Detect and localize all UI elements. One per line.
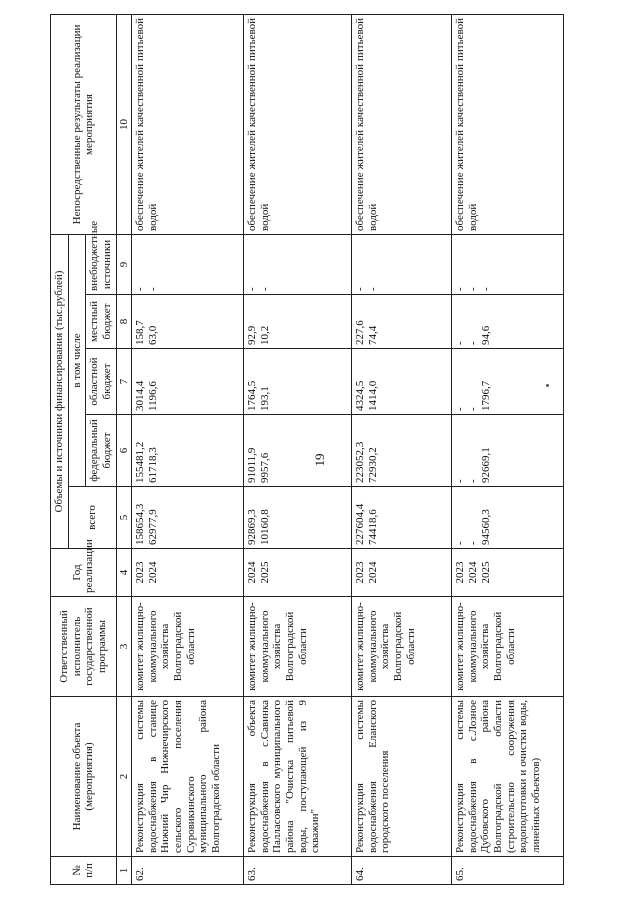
header-executor: Ответственный исполнитель государственной программы [51, 597, 117, 697]
object-name: Реконструкция системы водоснабжения в станице Нижний Чир Нижнечирского сельского поселения Суровикинского муниципального района Волгоградской области [132, 697, 244, 857]
regional-value: 193,1 [259, 386, 272, 411]
local-value: 92,9 [246, 325, 259, 345]
local-value: - [454, 341, 467, 345]
result-text: обеспечение жителей качественной питьевой водой [352, 14, 452, 234]
local-value: 94,6 [480, 325, 493, 345]
header-total: всего [68, 487, 116, 549]
regional-value: 4324,5 [354, 380, 367, 411]
year-value: 2024 [367, 561, 380, 584]
total-cell [244, 487, 352, 549]
local-value: - [467, 341, 480, 345]
result-text: обеспечение жителей качественной питьевой водой [452, 14, 564, 234]
years-cell [244, 549, 352, 597]
extra-value: - [259, 287, 272, 291]
col-index: 4 [116, 549, 132, 597]
year-value: 2024 [147, 561, 160, 584]
local-cell [352, 295, 452, 349]
total-value: 10160,8 [259, 509, 272, 545]
federal-value: 9957,6 [259, 452, 272, 483]
extra-value: - [367, 287, 380, 291]
local-value: 158,7 [134, 320, 147, 345]
extra-value: - [246, 287, 259, 291]
regional-cell [452, 349, 564, 415]
federal-cell [352, 415, 452, 487]
year-value: 2023 [134, 561, 147, 584]
federal-value: 61718,3 [147, 447, 160, 483]
rotated-table-container [50, 15, 590, 885]
header-regional: областной бюджет [86, 349, 116, 415]
executor: комитет жилищно-коммунального хозяйства Волгоградской области [244, 597, 352, 697]
local-value: 74,4 [367, 325, 380, 345]
row-number: 63. [244, 857, 352, 885]
federal-cell [244, 415, 352, 487]
local-cell [132, 295, 244, 349]
object-name: Реконструкция системы водоснабжения Еланского городского поселения [352, 697, 452, 857]
year-value: 2023 [454, 561, 467, 584]
federal-cell [452, 415, 564, 487]
table-row [132, 14, 244, 884]
years-cell [132, 549, 244, 597]
header-funding: Объемы и источники финансирования (тыс.рублей) [51, 234, 69, 548]
executor: комитет жилищно-коммунального хозяйства Волгоградской области [132, 597, 244, 697]
year-value: 2024 [467, 561, 480, 584]
total-cell [452, 487, 564, 549]
header-result: Непосредственные результаты реализации мероприятия [51, 14, 117, 234]
federal-value: 91011,9 [246, 447, 259, 483]
col-index: 6 [116, 415, 132, 487]
extra-value: - [134, 287, 147, 291]
regional-value: 1196,6 [147, 381, 160, 411]
extra-cell [452, 234, 564, 294]
extra-cell [352, 234, 452, 294]
extra-value: - [147, 287, 160, 291]
table-row [352, 14, 452, 884]
header-local: местный бюджет [86, 295, 116, 349]
years-cell [452, 549, 564, 597]
extra-value: - [467, 287, 480, 291]
header-year: Год реализации [51, 549, 117, 597]
extra-value: - [354, 287, 367, 291]
row-number: 65. [452, 857, 564, 885]
regional-value: - [454, 407, 467, 411]
header-name: Наименование объекта (мероприятия) [51, 697, 117, 857]
local-cell [452, 295, 564, 349]
regional-value: 1764,5 [246, 380, 259, 411]
executor: комитет жилищно-коммунального хозяйства Волгоградской области [352, 597, 452, 697]
federal-value: 92669,1 [480, 447, 493, 483]
federal-value: 223052,3 [354, 441, 367, 483]
table-row [244, 14, 352, 884]
object-name: Реконструкция системы водоснабжения в с.Лозное Дубовского района Волгоградской области (строительство сооружения водоподготовки и очистки воды, линейных объектов) [452, 697, 564, 857]
years-cell [352, 549, 452, 597]
col-index: 2 [116, 697, 132, 857]
total-value: - [467, 541, 480, 545]
federal-cell [132, 415, 244, 487]
local-cell [244, 295, 352, 349]
year-value: 2023 [354, 561, 367, 584]
regional-value: - [467, 407, 480, 411]
regional-value: 1414,0 [367, 380, 380, 411]
extra-value: - [480, 287, 493, 291]
total-value: 94560,3 [480, 509, 493, 545]
executor: комитет жилищно-коммунального хозяйства Волгоградской области [452, 597, 564, 697]
regional-value: 1796,7 [480, 380, 493, 411]
total-value: 92869,3 [246, 509, 259, 545]
col-index: 7 [116, 349, 132, 415]
col-index: 9 [116, 234, 132, 294]
regional-cell [352, 349, 452, 415]
col-index: 10 [116, 14, 132, 234]
year-value: 2025 [259, 561, 272, 584]
result-text: обеспечение жителей качественной питьевой водой [132, 14, 244, 234]
header-federal: федеральный бюджет [86, 415, 116, 487]
federal-value: - [454, 479, 467, 483]
federal-value: - [467, 479, 480, 483]
extra-cell [132, 234, 244, 294]
object-name: Реконструкция объекта водоснабжения в с.Савинка Палласовского муниципального района "Очистка питьевой воды, поступающей из 9 скважин" [244, 697, 352, 857]
funding-table [50, 14, 564, 885]
header-num: № п/п [51, 857, 117, 885]
total-value: - [454, 541, 467, 545]
regional-value: 3014,4 [134, 380, 147, 411]
total-cell [352, 487, 452, 549]
regional-cell [244, 349, 352, 415]
col-index: 5 [116, 487, 132, 549]
total-value: 227604,4 [354, 503, 367, 545]
header-including: в том числе [68, 234, 86, 486]
local-value: 10,2 [259, 325, 272, 345]
page-number: 19 [312, 453, 327, 467]
row-number: 62. [132, 857, 244, 885]
table-row [452, 14, 564, 884]
row-number: 64. [352, 857, 452, 885]
col-index: 3 [116, 597, 132, 697]
col-index: 1 [116, 857, 132, 885]
header-extra: внебюджетные источники [86, 234, 116, 294]
total-cell [132, 487, 244, 549]
extra-cell [244, 234, 352, 294]
total-value: 74418,6 [367, 509, 380, 545]
local-value: 227,6 [354, 320, 367, 345]
total-value: 62977,9 [147, 509, 160, 545]
local-value: 63,0 [147, 325, 160, 345]
total-value: 158654,3 [134, 503, 147, 545]
federal-value: 155481,2 [134, 441, 147, 483]
col-index: 8 [116, 295, 132, 349]
year-value: 2024 [246, 561, 259, 584]
extra-value: - [454, 287, 467, 291]
regional-cell [132, 349, 244, 415]
result-text: обеспечение жителей качественной питьевой водой [244, 14, 352, 234]
year-value: 2025 [480, 561, 493, 584]
federal-value: 72930,2 [367, 447, 380, 483]
